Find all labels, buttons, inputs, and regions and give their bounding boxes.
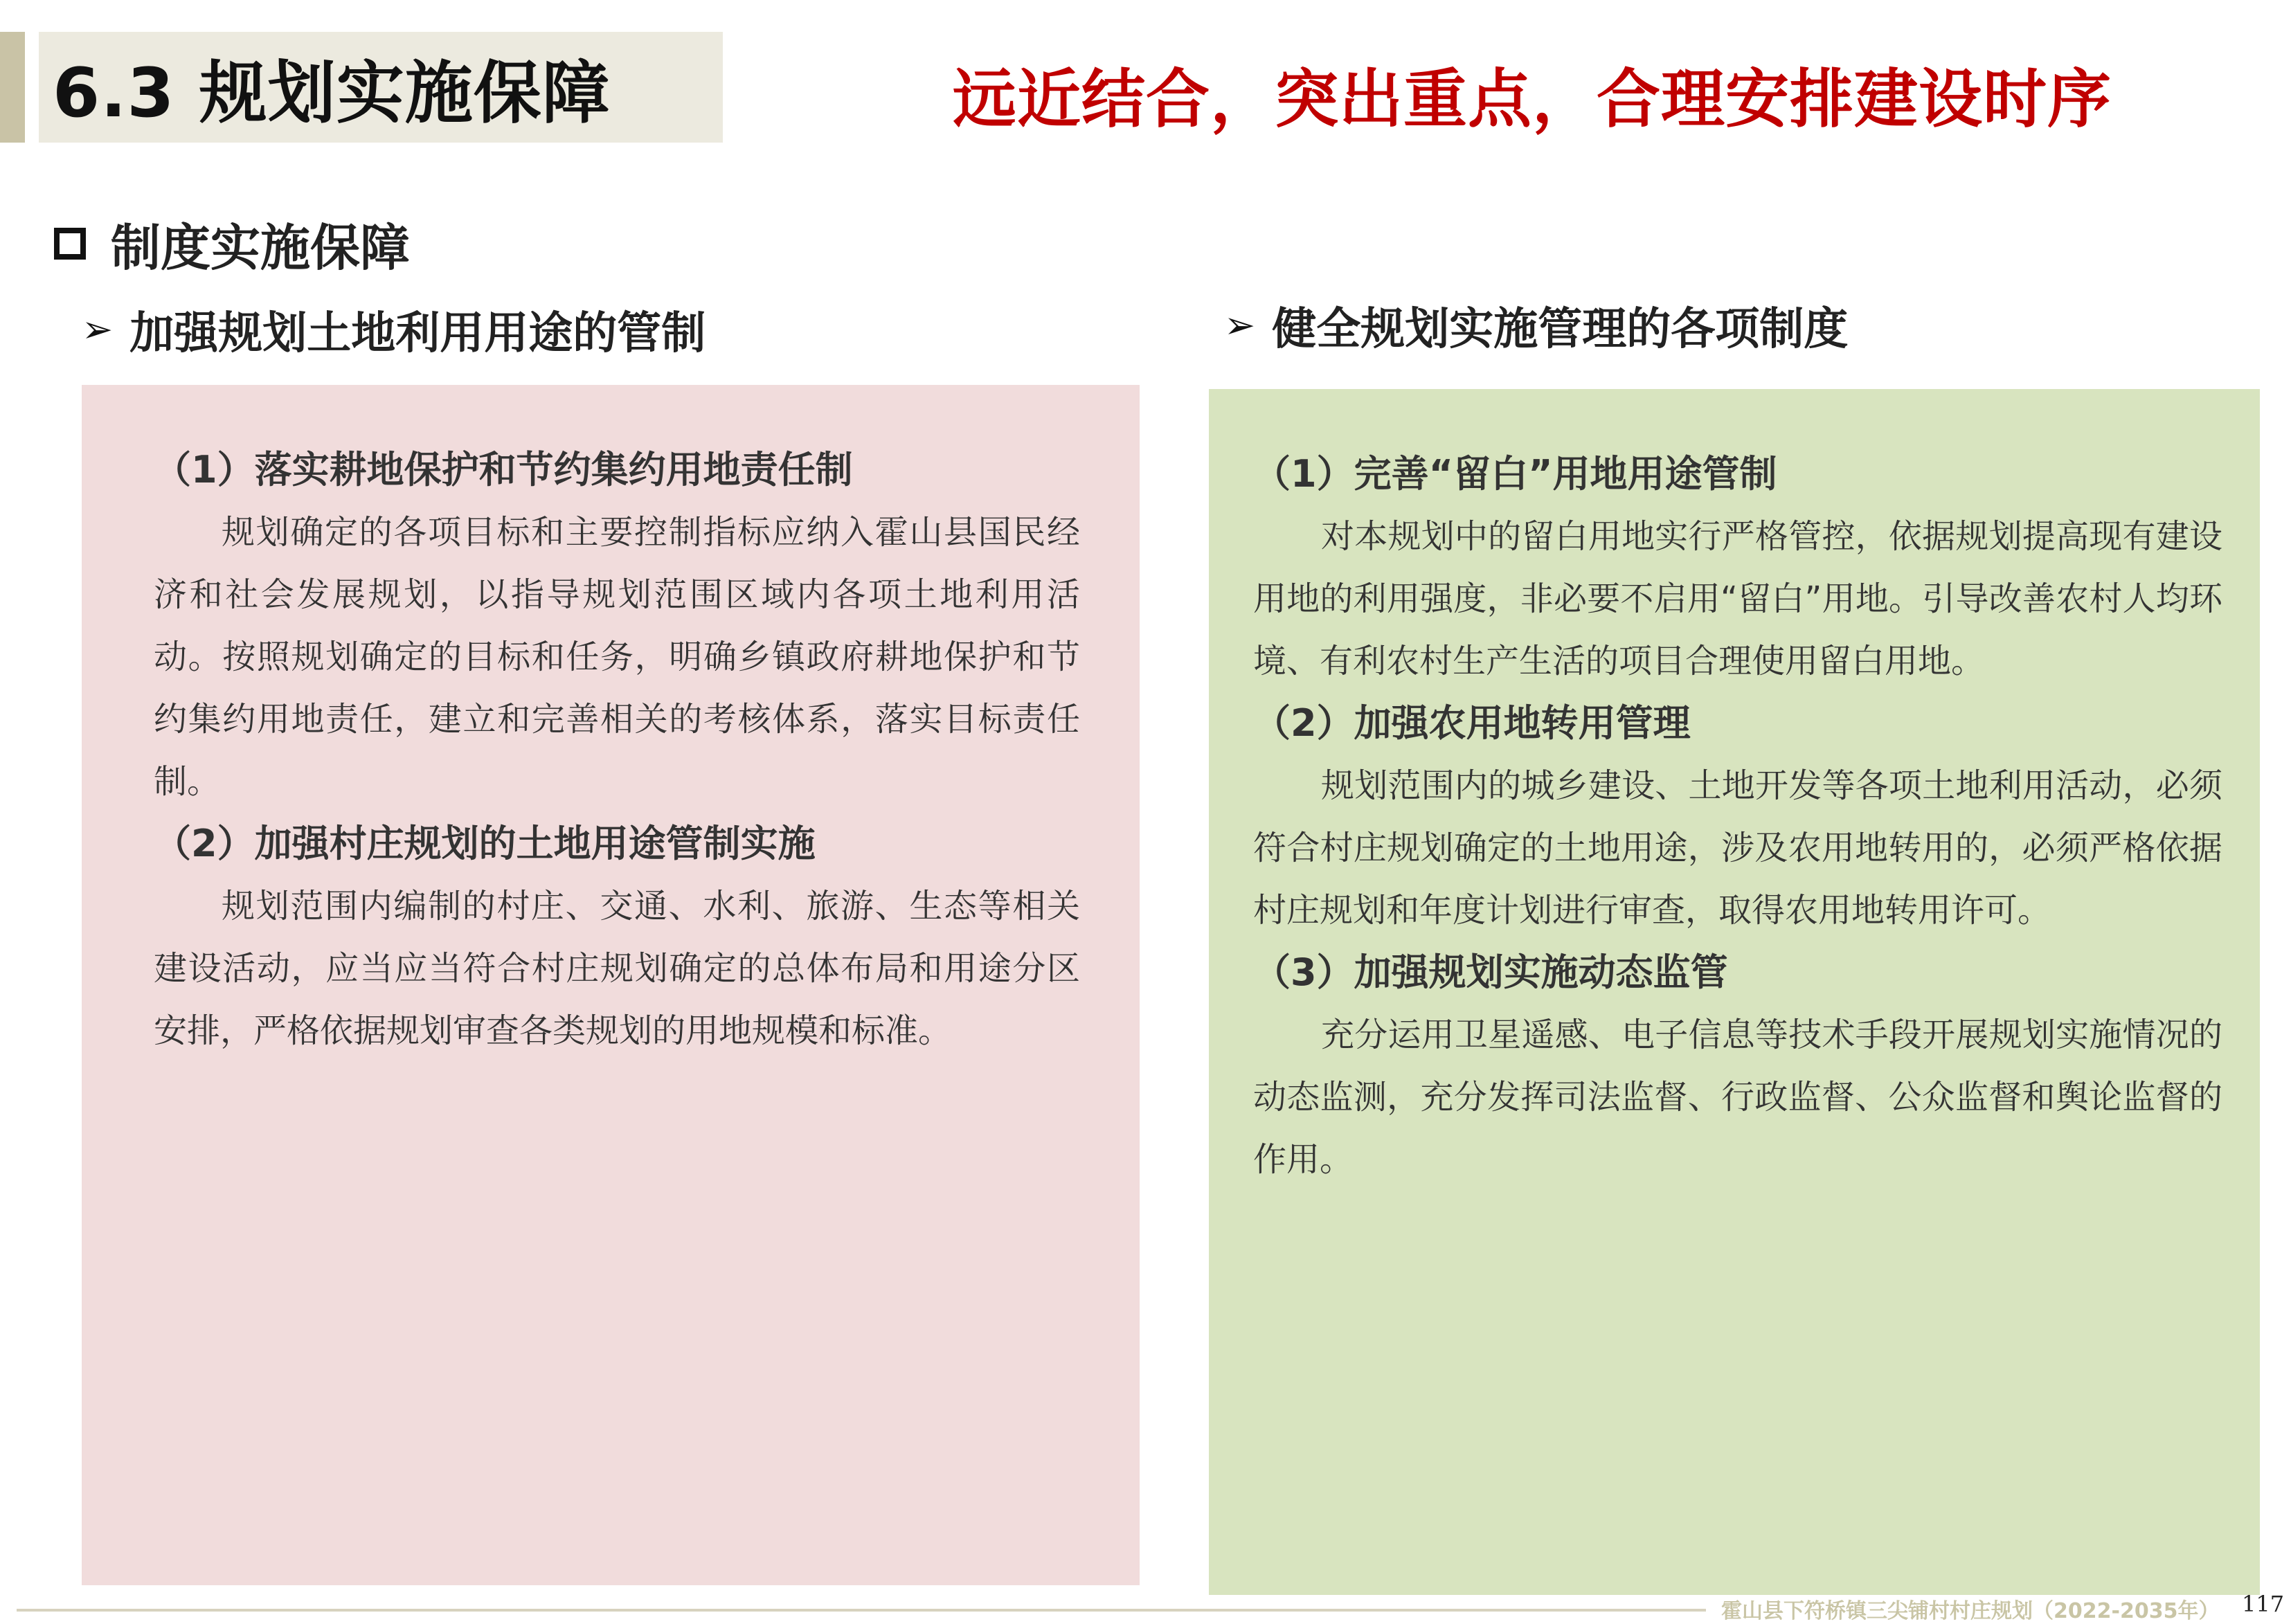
left-subheading (82, 298, 706, 361)
slogan: 远近结合，突出重点，合理安排建设时序 (953, 62, 2112, 136)
title-accent-bar (0, 32, 25, 143)
section-heading (54, 208, 410, 280)
right-item-body: 规划范围内的城乡建设、土地开发等各项土地利用活动，必须符合村庄规划确定的土地用途，涉及农用地转用的，必须严格依据村庄规划和年度计划进行审查，取得农用地转用许可。 (1253, 766, 2222, 930)
arrow-right-icon: ➢ (82, 307, 114, 351)
left-item-title: （1）落实耕地保护和节约集约用地责任制 (154, 448, 853, 491)
left-subheading-text: 加强规划土地利用用途的管制 (129, 308, 706, 359)
left-content-panel (82, 385, 1140, 1585)
section-heading-text: 制度实施保障 (111, 219, 411, 277)
checkbox-icon (54, 228, 86, 260)
title-box (39, 32, 723, 143)
right-subheading-text: 健全规划实施管理的各项制度 (1272, 304, 1849, 355)
left-item-body: 规划确定的各项目标和主要控制指标应纳入霍山县国民经济和社会发展规划，以指导规划范围区域内各项土地利用活动。按照规划确定的目标和任务，明确乡镇政府耕地保护和节约集约用地责任，建立和完善相关的考核体系，落实目标责任制。 (154, 513, 1080, 801)
left-item-body: 规划范围内编制的村庄、交通、水利、旅游、生态等相关建设活动，应当应当符合村庄规划确定的总体布局和用途分区安排，严格依据规划审查各类规划的用地规模和标准。 (154, 887, 1080, 1050)
footer-divider (17, 1609, 1706, 1612)
right-item-body: 充分运用卫星遥感、电子信息等技术手段开展规划实施情况的动态监测，充分发挥司法监督、行政监督、公众监督和舆论监督的作用。 (1253, 1016, 2222, 1179)
right-item-title: （1）完善“留白”用地用途管制 (1253, 452, 1777, 496)
page-number: 117 (2242, 1591, 2285, 1617)
right-item-title: （2）加强农用地转用管理 (1253, 701, 1691, 745)
page-title: 6.3 规划实施保障 (53, 53, 611, 133)
right-subheading (1224, 294, 1848, 357)
footer-document-title: 霍山县下符桥镇三尖铺村村庄规划（2022-2035年） (1721, 1599, 2220, 1623)
left-item-title: （2）加强村庄规划的土地用途管制实施 (154, 822, 816, 865)
right-item-title: （3）加强规划实施动态监管 (1253, 950, 1728, 994)
arrow-right-icon: ➢ (1224, 303, 1256, 347)
right-item-body: 对本规划中的留白用地实行严格管控，依据规划提高现有建设用地的利用强度，非必要不启用“留白”用地。引导改善农村人均环境、有利农村生产生活的项目合理使用留白用地。 (1253, 517, 2222, 680)
right-content-panel (1209, 389, 2260, 1595)
